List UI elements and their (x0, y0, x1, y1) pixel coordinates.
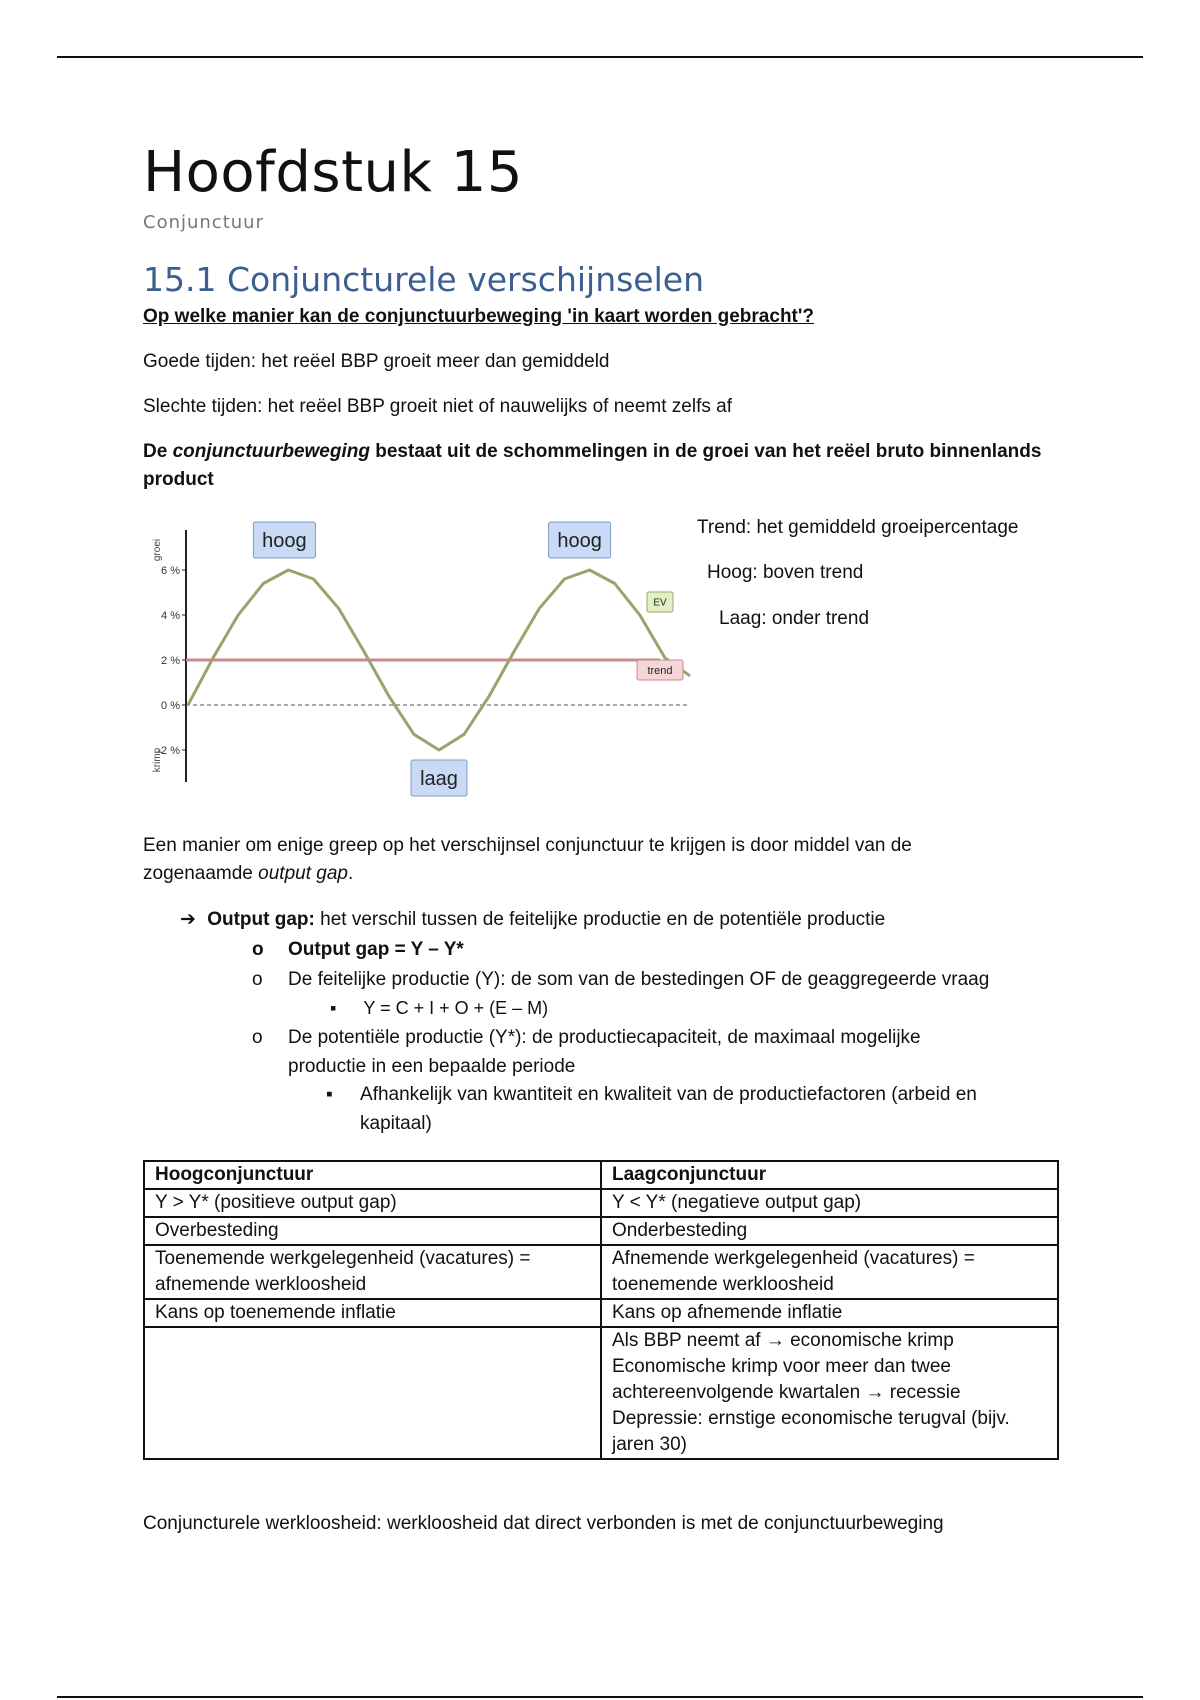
definition-term: conjunctuurbeweging (172, 441, 370, 462)
table-cell: Afnemende werkgelegenheid (vacatures) = toenemende werkloosheid (601, 1245, 1058, 1299)
arrow-label: Output gap: (207, 909, 315, 930)
conjunctuur-table (143, 1160, 1059, 1460)
y-tick-label: 2 % (161, 655, 180, 667)
table-cell: Y < Y* (negatieve output gap) (601, 1189, 1058, 1217)
table-cell: Kans op toenemende inflatie (144, 1299, 601, 1327)
table-row (144, 1217, 1058, 1245)
intro-text: Een manier om enige greep op het verschijnsel conjunctuur te krijgen is door middel van de zogenaamde (143, 835, 912, 884)
legend-laag: Laag: onder trend (719, 608, 870, 629)
actual-formula-text: Y = C + I + O + (E – M) (363, 998, 549, 1018)
definition-text (143, 438, 1063, 494)
dependent-text-2: kapitaal) (360, 1113, 432, 1134)
y-tick-label: 0 % (161, 700, 180, 712)
intro-term: output gap (258, 863, 348, 884)
page-title: Hoofdstuk 15 (143, 140, 524, 205)
closing-text: Conjuncturele werkloosheid: werkloosheid dat direct verbonden is met de conjunctuurbeweging (143, 1513, 944, 1534)
bottom-rule (57, 1696, 1143, 1698)
y-tick-label: 6 % (161, 565, 180, 577)
arrow-bullet (180, 906, 885, 934)
table-row (144, 1189, 1058, 1217)
circle-bullet-icon: o (252, 969, 263, 990)
definition-prefix: De (143, 441, 173, 462)
table-header-cell: Hoogconjunctuur (144, 1161, 601, 1189)
table-row (144, 1327, 1058, 1459)
potential-text-2: productie in een bepaalde periode (288, 1056, 576, 1077)
table-cell-empty (144, 1327, 601, 1459)
y-tick-label: 4 % (161, 610, 180, 622)
circle-bullet-icon: o (252, 1027, 263, 1048)
legend-trend: Trend: het gemiddeld groeipercentage (697, 517, 1019, 538)
ev-label: EV (653, 597, 667, 609)
bad-times-text: Slechte tijden: het reëel BBP groeit niet of nauwelijks of neemt zelfs af (143, 396, 732, 417)
table-cell: Kans op afnemende inflatie (601, 1299, 1058, 1327)
square-bullet-icon: ▪ (330, 998, 337, 1018)
arrow-text: het verschil tussen de feitelijke productie en de potentiële productie (314, 909, 886, 930)
page-subtitle: Conjunctuur (143, 212, 264, 233)
dependent-bullet-cont (360, 1110, 432, 1138)
good-times-text: Goede tijden: het reëel BBP groeit meer dan gemiddeld (143, 351, 610, 372)
dependent-bullet (326, 1081, 977, 1109)
output-gap-intro (143, 832, 973, 888)
trend-label: trend (647, 664, 673, 677)
table-row (144, 1245, 1058, 1299)
table-cell: Onderbesteding (601, 1217, 1058, 1245)
circle-bullet-icon: o (252, 939, 264, 960)
y-tick-label: -2 % (157, 745, 180, 757)
table-cell: Y > Y* (positieve output gap) (144, 1189, 601, 1217)
actual-text: De feitelijke productie (Y): de som van de bestedingen OF de geaggregeerde vraag (288, 969, 990, 990)
recession-line-1: Als BBP neemt af → economische krimp (612, 1330, 954, 1351)
y-axis-label-bottom: krimp (152, 747, 163, 773)
actual-bullet (252, 966, 989, 994)
table-row (144, 1299, 1058, 1327)
table-header-cell: Laagconjunctuur (601, 1161, 1058, 1189)
table-cell: Overbesteding (144, 1217, 601, 1245)
square-bullet-icon: ▪ (326, 1084, 333, 1105)
recession-line-2: Economische krimp voor meer dan twee achtereenvolgende kwartalen → recessie (612, 1356, 961, 1403)
definition-rest: bestaat uit de schommelingen in de groei van het reëel bruto binnenlands product (143, 441, 1042, 490)
dependent-text-1: Afhankelijk van kwantiteit en kwaliteit van de productiefactoren (arbeid en (360, 1084, 977, 1105)
formula-text: Output gap = Y – Y* (288, 939, 464, 960)
y-axis-label-top: groei (152, 538, 163, 562)
legend-hoog: Hoog: boven trend (707, 562, 864, 583)
question-heading: Op welke manier kan de conjunctuurbeweging 'in kaart worden gebracht'? (143, 306, 815, 327)
conjunctuur-chart (150, 510, 710, 810)
intro-end: . (347, 863, 354, 884)
table-cell (601, 1327, 1058, 1459)
table-header-row (144, 1161, 1058, 1189)
table-cell: Toenemende werkgelegenheid (vacatures) = afnemende werkloosheid (144, 1245, 601, 1299)
potential-bullet (252, 1024, 921, 1052)
formula-bullet (252, 936, 464, 964)
potential-text-1: De potentiële productie (Y*): de productiecapaciteit, de maximaal mogelijke (288, 1027, 921, 1048)
actual-formula-bullet (330, 994, 548, 1022)
section-heading: 15.1 Conjuncturele verschijnselen (143, 260, 704, 299)
arrow-icon: ➔ (180, 909, 196, 930)
hoog-1-label: hoog (262, 530, 307, 552)
recession-line-3: Depressie: ernstige economische terugval (bijv. jaren 30) (612, 1408, 1010, 1455)
potential-bullet-cont (288, 1053, 575, 1081)
laag-label: laag (420, 768, 458, 790)
hoog-2-label: hoog (557, 530, 602, 552)
top-rule (57, 56, 1143, 58)
